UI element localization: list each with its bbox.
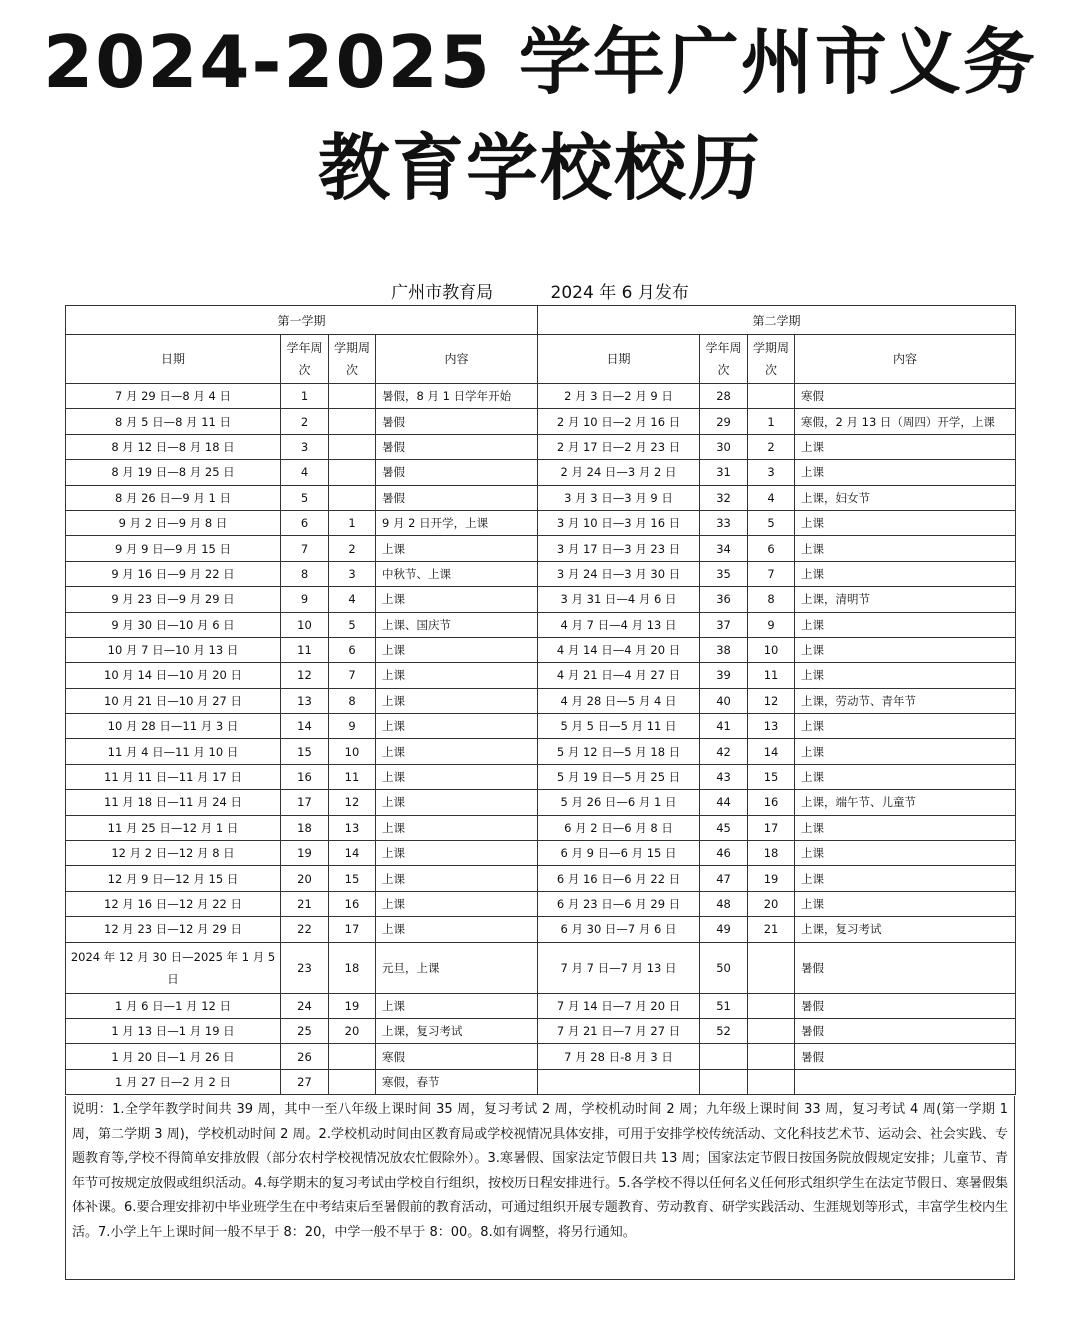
cell-term-week-1: 16 — [329, 891, 376, 916]
cell-date-1: 11 月 18 日—11 月 24 日 — [66, 790, 281, 815]
cell-content-2: 上课 — [795, 510, 1016, 535]
cell-date-2: 4 月 14 日—4 月 20 日 — [538, 637, 700, 662]
cell-year-week-2: 37 — [700, 612, 748, 637]
cell-date-1: 9 月 23 日—9 月 29 日 — [66, 587, 281, 612]
cell-date-2: 6 月 30 日—7 月 6 日 — [538, 917, 700, 942]
cell-date-1: 12 月 2 日—12 月 8 日 — [66, 841, 281, 866]
cell-content-1: 暑假，8 月 1 日学年开始 — [376, 384, 538, 409]
cell-date-1: 10 月 28 日—11 月 3 日 — [66, 714, 281, 739]
table-row — [66, 714, 1016, 739]
cell-year-week-2: 30 — [700, 434, 748, 459]
cell-year-week-1: 17 — [281, 790, 329, 815]
calendar-body — [66, 384, 1016, 1095]
table-row — [66, 1069, 1016, 1094]
cell-content-2: 暑假 — [795, 942, 1016, 993]
cell-year-week-2: 42 — [700, 739, 748, 764]
table-row — [66, 993, 1016, 1018]
table-row — [66, 688, 1016, 713]
cell-content-2: 暑假 — [795, 1018, 1016, 1043]
cell-term-week-2: 16 — [748, 790, 795, 815]
cell-year-week-1: 6 — [281, 510, 329, 535]
cell-content-2: 上课，清明节 — [795, 587, 1016, 612]
cell-year-week-2: 46 — [700, 841, 748, 866]
cell-year-week-1: 1 — [281, 384, 329, 409]
cell-term-week-1: 19 — [329, 993, 376, 1018]
cell-term-week-1 — [329, 434, 376, 459]
table-row — [66, 409, 1016, 434]
semester-header-row — [66, 306, 1016, 335]
cell-term-week-2: 21 — [748, 917, 795, 942]
cell-content-2: 上课 — [795, 663, 1016, 688]
cell-year-week-1: 24 — [281, 993, 329, 1018]
cell-term-week-1: 7 — [329, 663, 376, 688]
cell-term-week-1: 18 — [329, 942, 376, 993]
cell-term-week-1 — [329, 384, 376, 409]
cell-content-1: 上课 — [376, 790, 538, 815]
cell-year-week-2: 34 — [700, 536, 748, 561]
cell-content-1: 暑假 — [376, 434, 538, 459]
cell-date-2: 6 月 2 日—6 月 8 日 — [538, 815, 700, 840]
cell-date-2: 6 月 16 日—6 月 22 日 — [538, 866, 700, 891]
cell-term-week-2: 2 — [748, 434, 795, 459]
cell-year-week-2: 40 — [700, 688, 748, 713]
cell-content-1: 暑假 — [376, 485, 538, 510]
semester-2-header: 第二学期 — [538, 306, 1016, 335]
col-year-week-1: 学年周次 — [281, 335, 329, 384]
cell-content-1: 上课 — [376, 739, 538, 764]
cell-year-week-1: 12 — [281, 663, 329, 688]
cell-year-week-1: 25 — [281, 1018, 329, 1043]
cell-content-1: 上课 — [376, 815, 538, 840]
table-row — [66, 561, 1016, 586]
cell-date-1: 9 月 16 日—9 月 22 日 — [66, 561, 281, 586]
cell-content-2: 上课 — [795, 434, 1016, 459]
table-row — [66, 510, 1016, 535]
cell-content-2: 上课 — [795, 891, 1016, 916]
cell-date-1: 9 月 30 日—10 月 6 日 — [66, 612, 281, 637]
cell-date-2: 6 月 9 日—6 月 15 日 — [538, 841, 700, 866]
cell-content-2: 上课，端午节、儿童节 — [795, 790, 1016, 815]
school-calendar-table — [65, 305, 1016, 1095]
cell-year-week-1: 22 — [281, 917, 329, 942]
cell-term-week-1: 5 — [329, 612, 376, 637]
cell-date-1: 11 月 4 日—11 月 10 日 — [66, 739, 281, 764]
cell-content-1: 上课 — [376, 714, 538, 739]
cell-date-1: 2024 年 12 月 30 日—2025 年 1 月 5 日 — [66, 942, 281, 993]
cell-content-1: 上课 — [376, 663, 538, 688]
cell-date-2: 5 月 19 日—5 月 25 日 — [538, 764, 700, 789]
cell-year-week-2 — [700, 1044, 748, 1069]
cell-content-2: 暑假 — [795, 1044, 1016, 1069]
cell-year-week-2: 38 — [700, 637, 748, 662]
cell-date-2: 4 月 21 日—4 月 27 日 — [538, 663, 700, 688]
cell-term-week-2: 3 — [748, 460, 795, 485]
cell-year-week-1: 16 — [281, 764, 329, 789]
cell-term-week-2: 18 — [748, 841, 795, 866]
cell-content-1: 寒假，春节 — [376, 1069, 538, 1094]
cell-content-1: 元旦，上课 — [376, 942, 538, 993]
cell-year-week-1: 23 — [281, 942, 329, 993]
cell-content-1: 上课 — [376, 891, 538, 916]
cell-term-week-2 — [748, 993, 795, 1018]
publish-date: 2024 年 6 月发布 — [550, 283, 689, 303]
cell-content-2: 上课，复习考试 — [795, 917, 1016, 942]
cell-date-2: 2 月 17 日—2 月 23 日 — [538, 434, 700, 459]
cell-date-1: 8 月 12 日—8 月 18 日 — [66, 434, 281, 459]
cell-date-2: 3 月 3 日—3 月 9 日 — [538, 485, 700, 510]
cell-date-2: 7 月 14 日—7 月 20 日 — [538, 993, 700, 1018]
cell-content-1: 上课 — [376, 866, 538, 891]
table-row — [66, 917, 1016, 942]
table-row — [66, 637, 1016, 662]
cell-term-week-1: 14 — [329, 841, 376, 866]
cell-content-2: 寒假 — [795, 384, 1016, 409]
cell-term-week-2: 20 — [748, 891, 795, 916]
cell-content-2: 上课，劳动节、青年节 — [795, 688, 1016, 713]
table-row — [66, 866, 1016, 891]
cell-content-1: 上课 — [376, 587, 538, 612]
cell-content-2: 上课 — [795, 637, 1016, 662]
cell-content-2: 上课 — [795, 460, 1016, 485]
cell-term-week-2: 1 — [748, 409, 795, 434]
cell-year-week-2: 51 — [700, 993, 748, 1018]
cell-content-2: 暑假 — [795, 993, 1016, 1018]
cell-year-week-2: 35 — [700, 561, 748, 586]
cell-date-2: 6 月 23 日—6 月 29 日 — [538, 891, 700, 916]
cell-date-1: 9 月 2 日—9 月 8 日 — [66, 510, 281, 535]
table-row — [66, 663, 1016, 688]
cell-term-week-1 — [329, 1044, 376, 1069]
cell-year-week-2: 50 — [700, 942, 748, 993]
cell-term-week-2: 19 — [748, 866, 795, 891]
cell-term-week-2: 15 — [748, 764, 795, 789]
cell-term-week-1 — [329, 460, 376, 485]
col-content-2: 内容 — [795, 335, 1016, 384]
cell-year-week-2: 31 — [700, 460, 748, 485]
table-row — [66, 739, 1016, 764]
cell-year-week-2: 48 — [700, 891, 748, 916]
cell-content-1: 中秋节、上课 — [376, 561, 538, 586]
cell-term-week-1: 3 — [329, 561, 376, 586]
cell-term-week-2 — [748, 1018, 795, 1043]
cell-year-week-1: 20 — [281, 866, 329, 891]
cell-term-week-1: 6 — [329, 637, 376, 662]
cell-date-1: 11 月 25 日—12 月 1 日 — [66, 815, 281, 840]
cell-date-2: 7 月 28 日-8 月 3 日 — [538, 1044, 700, 1069]
cell-year-week-1: 21 — [281, 891, 329, 916]
cell-term-week-1: 8 — [329, 688, 376, 713]
cell-term-week-1: 10 — [329, 739, 376, 764]
cell-term-week-1: 12 — [329, 790, 376, 815]
cell-year-week-1: 9 — [281, 587, 329, 612]
table-row — [66, 384, 1016, 409]
cell-date-2: 3 月 10 日—3 月 16 日 — [538, 510, 700, 535]
cell-year-week-2: 47 — [700, 866, 748, 891]
table-row — [66, 1018, 1016, 1043]
cell-term-week-1 — [329, 1069, 376, 1094]
cell-term-week-2 — [748, 1044, 795, 1069]
col-year-week-2: 学年周次 — [700, 335, 748, 384]
cell-content-1: 暑假 — [376, 460, 538, 485]
cell-date-2: 3 月 24 日—3 月 30 日 — [538, 561, 700, 586]
cell-date-1: 1 月 6 日—1 月 12 日 — [66, 993, 281, 1018]
cell-term-week-1: 9 — [329, 714, 376, 739]
cell-content-1: 上课 — [376, 536, 538, 561]
cell-content-1: 暑假 — [376, 409, 538, 434]
col-date-2: 日期 — [538, 335, 700, 384]
cell-content-1: 上课 — [376, 917, 538, 942]
cell-date-2: 2 月 24 日—3 月 2 日 — [538, 460, 700, 485]
cell-year-week-2: 29 — [700, 409, 748, 434]
cell-content-2 — [795, 1069, 1016, 1094]
cell-year-week-2: 41 — [700, 714, 748, 739]
column-header-row — [66, 335, 1016, 384]
cell-content-2: 上课 — [795, 866, 1016, 891]
cell-term-week-2 — [748, 1069, 795, 1094]
cell-content-1: 上课 — [376, 993, 538, 1018]
page-title-line-1: 2024-2025 学年广州市义务 — [43, 20, 1037, 104]
cell-year-week-1: 2 — [281, 409, 329, 434]
notes: 说明：1.全学年教学时间共 39 周，其中一至八年级上课时间 35 周，复习考试 2 周，学校机动时间 2 周；九年级上课时间 33 周，复习考试 4 周(第一学期 1 周，第二学期 3 周)，学校机动时间 2 周。2.学校机动时间由区教育局或学校视情况具体安排，可用于安排学校传统活动、文化科技艺术节、运动会、社会实践、专题教育等,学校不得简单安排放假（部分农村学校视情况放农忙假除外）。3.寒暑假、国家法定节假日共 13 周；国家法定节假日按国务院放假规定安排；儿童节、青年节可按规定放假或组织活动。4.每学期末的复习考试由学校自行组织，按校历日程安排进行。5.各学校不得以任何名义任何形式组织学生在法定节假日、寒暑假集体补课。6.要合理安排初中毕业班学生在中考结束后至暑假前的教育活动，可通过组织开展专题教育、劳动教育、研学实践活动、生涯规划等形式，丰富学生校内生活。7.小学上午上课时间一般不早于 8：20，中学一般不早于 8：00。8.如有调整，将另行通知。 — [65, 1096, 1015, 1280]
cell-year-week-1: 11 — [281, 637, 329, 662]
cell-content-2: 上课 — [795, 739, 1016, 764]
cell-year-week-1: 19 — [281, 841, 329, 866]
col-content-1: 内容 — [376, 335, 538, 384]
col-term-week-1: 学期周次 — [329, 335, 376, 384]
table-row — [66, 841, 1016, 866]
cell-year-week-2: 44 — [700, 790, 748, 815]
cell-content-2: 上课 — [795, 536, 1016, 561]
cell-date-1: 8 月 5 日—8 月 11 日 — [66, 409, 281, 434]
cell-year-week-2: 33 — [700, 510, 748, 535]
cell-date-2: 7 月 7 日—7 月 13 日 — [538, 942, 700, 993]
cell-term-week-1: 15 — [329, 866, 376, 891]
cell-term-week-2: 14 — [748, 739, 795, 764]
cell-term-week-1: 11 — [329, 764, 376, 789]
issuer: 广州市教育局 — [391, 283, 494, 303]
cell-date-2: 4 月 7 日—4 月 13 日 — [538, 612, 700, 637]
cell-term-week-1: 1 — [329, 510, 376, 535]
cell-date-1: 10 月 7 日—10 月 13 日 — [66, 637, 281, 662]
cell-year-week-2: 32 — [700, 485, 748, 510]
cell-content-1: 上课，复习考试 — [376, 1018, 538, 1043]
publisher-line — [0, 278, 1080, 303]
cell-date-2: 5 月 12 日—5 月 18 日 — [538, 739, 700, 764]
cell-date-1: 1 月 20 日—1 月 26 日 — [66, 1044, 281, 1069]
table-row — [66, 485, 1016, 510]
cell-term-week-1: 20 — [329, 1018, 376, 1043]
cell-year-week-1: 3 — [281, 434, 329, 459]
cell-date-1: 12 月 9 日—12 月 15 日 — [66, 866, 281, 891]
cell-date-2: 2 月 3 日—2 月 9 日 — [538, 384, 700, 409]
cell-term-week-2: 12 — [748, 688, 795, 713]
cell-date-1: 11 月 11 日—11 月 17 日 — [66, 764, 281, 789]
cell-year-week-1: 26 — [281, 1044, 329, 1069]
cell-content-1: 寒假 — [376, 1044, 538, 1069]
cell-content-1: 上课 — [376, 841, 538, 866]
cell-content-2: 上课 — [795, 714, 1016, 739]
col-term-week-2: 学期周次 — [748, 335, 795, 384]
cell-term-week-1 — [329, 409, 376, 434]
cell-content-2: 上课 — [795, 561, 1016, 586]
cell-date-1: 12 月 16 日—12 月 22 日 — [66, 891, 281, 916]
cell-year-week-2: 39 — [700, 663, 748, 688]
table-row — [66, 790, 1016, 815]
cell-date-2: 5 月 5 日—5 月 11 日 — [538, 714, 700, 739]
cell-year-week-2: 28 — [700, 384, 748, 409]
table-row — [66, 587, 1016, 612]
cell-year-week-1: 10 — [281, 612, 329, 637]
cell-year-week-1: 7 — [281, 536, 329, 561]
table-row — [66, 612, 1016, 637]
cell-year-week-2: 52 — [700, 1018, 748, 1043]
cell-year-week-1: 14 — [281, 714, 329, 739]
cell-year-week-2: 43 — [700, 764, 748, 789]
cell-content-1: 上课 — [376, 688, 538, 713]
cell-content-2: 上课，妇女节 — [795, 485, 1016, 510]
cell-year-week-1: 4 — [281, 460, 329, 485]
cell-content-2: 上课 — [795, 764, 1016, 789]
table-row — [66, 460, 1016, 485]
cell-term-week-1: 4 — [329, 587, 376, 612]
col-date-1: 日期 — [66, 335, 281, 384]
cell-content-2: 寒假，2 月 13 日（周四）开学，上课 — [795, 409, 1016, 434]
cell-term-week-2: 13 — [748, 714, 795, 739]
table-row — [66, 536, 1016, 561]
cell-content-2: 上课 — [795, 815, 1016, 840]
cell-date-1: 12 月 23 日—12 月 29 日 — [66, 917, 281, 942]
cell-term-week-1: 2 — [329, 536, 376, 561]
cell-term-week-1: 13 — [329, 815, 376, 840]
table-row — [66, 1044, 1016, 1069]
cell-date-1: 9 月 9 日—9 月 15 日 — [66, 536, 281, 561]
cell-date-1: 8 月 26 日—9 月 1 日 — [66, 485, 281, 510]
cell-content-1: 9 月 2 日开学，上课 — [376, 510, 538, 535]
cell-date-2 — [538, 1069, 700, 1094]
cell-year-week-2: 45 — [700, 815, 748, 840]
cell-date-2: 4 月 28 日—5 月 4 日 — [538, 688, 700, 713]
cell-content-2: 上课 — [795, 841, 1016, 866]
cell-date-1: 7 月 29 日—8 月 4 日 — [66, 384, 281, 409]
cell-content-1: 上课 — [376, 637, 538, 662]
cell-term-week-2: 10 — [748, 637, 795, 662]
cell-term-week-2: 9 — [748, 612, 795, 637]
cell-content-1: 上课 — [376, 764, 538, 789]
cell-year-week-1: 8 — [281, 561, 329, 586]
table-row — [66, 764, 1016, 789]
cell-content-1: 上课、国庆节 — [376, 612, 538, 637]
cell-term-week-2: 5 — [748, 510, 795, 535]
cell-date-1: 1 月 27 日—2 月 2 日 — [66, 1069, 281, 1094]
cell-year-week-2: 36 — [700, 587, 748, 612]
table-row — [66, 891, 1016, 916]
cell-date-2: 3 月 31 日—4 月 6 日 — [538, 587, 700, 612]
cell-term-week-2: 11 — [748, 663, 795, 688]
cell-year-week-1: 5 — [281, 485, 329, 510]
page-title-line-2: 教育学校校历 — [317, 126, 762, 210]
cell-year-week-1: 27 — [281, 1069, 329, 1094]
table-row — [66, 942, 1016, 993]
cell-year-week-1: 15 — [281, 739, 329, 764]
cell-date-1: 10 月 14 日—10 月 20 日 — [66, 663, 281, 688]
cell-term-week-1 — [329, 485, 376, 510]
table-row — [66, 815, 1016, 840]
cell-term-week-2: 7 — [748, 561, 795, 586]
cell-term-week-2: 6 — [748, 536, 795, 561]
cell-term-week-2 — [748, 384, 795, 409]
cell-year-week-1: 13 — [281, 688, 329, 713]
cell-date-2: 3 月 17 日—3 月 23 日 — [538, 536, 700, 561]
cell-term-week-2: 4 — [748, 485, 795, 510]
cell-date-2: 5 月 26 日—6 月 1 日 — [538, 790, 700, 815]
cell-date-2: 2 月 10 日—2 月 16 日 — [538, 409, 700, 434]
cell-content-2: 上课 — [795, 612, 1016, 637]
table-row — [66, 434, 1016, 459]
cell-term-week-2: 8 — [748, 587, 795, 612]
cell-date-1: 1 月 13 日—1 月 19 日 — [66, 1018, 281, 1043]
cell-date-1: 10 月 21 日—10 月 27 日 — [66, 688, 281, 713]
cell-year-week-1: 18 — [281, 815, 329, 840]
cell-term-week-2 — [748, 942, 795, 993]
cell-term-week-1: 17 — [329, 917, 376, 942]
cell-term-week-2: 17 — [748, 815, 795, 840]
cell-year-week-2 — [700, 1069, 748, 1094]
cell-date-2: 7 月 21 日—7 月 27 日 — [538, 1018, 700, 1043]
cell-year-week-2: 49 — [700, 917, 748, 942]
cell-date-1: 8 月 19 日—8 月 25 日 — [66, 460, 281, 485]
semester-1-header: 第一学期 — [66, 306, 538, 335]
